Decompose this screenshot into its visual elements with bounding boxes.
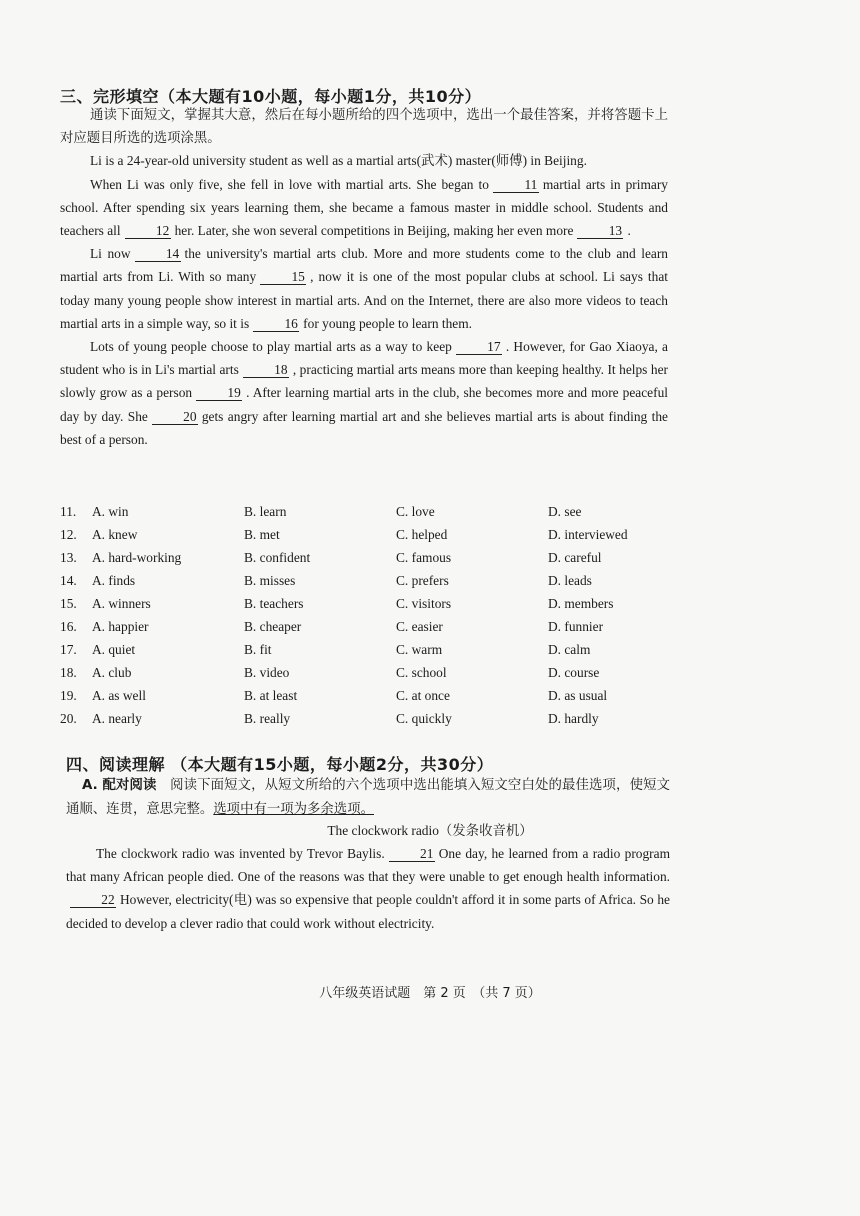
blank-11: 11	[493, 177, 539, 193]
question-number: 12.	[60, 526, 77, 542]
option-d: D. members	[548, 595, 614, 611]
option-d: D. see	[548, 503, 582, 519]
text: 阅读下面短文，从短文所给的六个选项中选出能填入短文空白处的最佳选项，使短文通顺、连贯，意思完整。	[66, 777, 670, 817]
question-number: 15.	[60, 595, 77, 611]
blank-14: 14	[135, 246, 181, 262]
option-b: B. fit	[244, 642, 272, 658]
text: , practicing martial arts means more than keeping healthy. It helps her slowly grow as a person	[60, 362, 668, 401]
option-row	[60, 500, 680, 523]
text: her. Later, she won several competitions in Beijing, making her even more	[174, 223, 574, 239]
option-c: C. school	[396, 665, 447, 681]
option-row	[60, 685, 680, 708]
blank-20: 20	[152, 409, 198, 425]
blank-22: 22	[70, 892, 116, 908]
question-number: 19.	[60, 688, 77, 704]
text: The clockwork radio was invented by Trevor Baylis.	[96, 846, 385, 861]
option-row	[60, 615, 680, 638]
section4-instruction	[66, 773, 670, 820]
option-d: D. as usual	[548, 688, 608, 704]
option-row	[60, 569, 680, 592]
option-b: B. confident	[244, 549, 311, 565]
option-d: D. careful	[548, 549, 602, 565]
option-a: A. happier	[92, 619, 149, 635]
option-a: A. nearly	[92, 711, 142, 727]
option-a: A. club	[92, 665, 132, 681]
text: martial arts in primary school. After spending six years learning them, she became a famous master in middle school. Students and teachers all	[60, 176, 668, 239]
blank-21: 21	[389, 846, 435, 862]
question-number: 16.	[60, 619, 77, 635]
question-number: 11.	[60, 503, 77, 519]
sub-label: A. 配对阅读	[82, 778, 157, 793]
question-number: 13.	[60, 549, 77, 565]
text: . After learning martial arts in the club, she becomes more and more peaceful day by day. She	[60, 385, 668, 424]
paragraph-2	[60, 173, 668, 243]
option-row	[60, 662, 680, 685]
question-number: 20.	[60, 711, 77, 727]
text: , now it is one of the most popular clubs at school. Li says that today many young people show interest in martial arts. And on the Internet, there are also more videos to teach martial arts in a simple way, so it is	[60, 269, 668, 331]
page-footer: 八年级英语试题 第 2 页 （共 7 页）	[319, 986, 541, 1001]
blank-15: 15	[260, 269, 306, 285]
option-c: C. prefers	[396, 572, 449, 588]
option-c: C. warm	[396, 642, 443, 658]
option-b: B. misses	[244, 572, 296, 588]
option-a: A. quiet	[92, 642, 136, 658]
option-a: A. knew	[92, 526, 138, 542]
blank-19: 19	[196, 385, 242, 401]
text: the university's martial arts club. More and more students come to the club and learn martial arts from Li. With so many	[60, 246, 669, 285]
passage-title: The clockwork radio（发条收音机）	[327, 823, 533, 838]
option-c: C. visitors	[396, 595, 452, 611]
option-b: B. met	[244, 526, 280, 542]
question-number: 18.	[60, 665, 77, 681]
text: .	[627, 223, 631, 239]
text: Li now	[90, 246, 131, 262]
option-d: D. interviewed	[548, 526, 628, 542]
option-a: A. finds	[92, 572, 136, 588]
option-d: D. hardly	[548, 711, 599, 727]
text: Lots of young people choose to play martial arts as a way to keep	[90, 339, 452, 355]
option-d: D. calm	[548, 642, 591, 658]
option-b: B. cheaper	[244, 619, 302, 635]
text: for young people to learn them.	[303, 315, 472, 331]
option-row	[60, 708, 680, 731]
option-row	[60, 546, 680, 569]
question-number: 14.	[60, 572, 77, 588]
option-d: D. course	[548, 665, 600, 681]
option-c: C. love	[396, 503, 435, 519]
option-c: C. quickly	[396, 711, 452, 727]
note: 选项中有一项为多余选项。	[213, 801, 374, 817]
text: gets angry after learning martial art and she believes martial arts is about finding the best of a person.	[60, 408, 668, 447]
option-c: C. helped	[396, 526, 448, 542]
option-d: D. funnier	[548, 619, 604, 635]
section3-body	[60, 103, 668, 451]
option-d: D. leads	[548, 572, 592, 588]
text: One day, he learned from a radio program that many African people died. One of the reasons was that they were unable to get enough health information.	[66, 846, 670, 885]
option-c: C. famous	[396, 549, 452, 565]
option-b: B. video	[244, 665, 290, 681]
text: However, electricity(电) was so expensive that people couldn't afford it in some parts of Africa. So he decided to develop a clever radio that could work without electricity.	[66, 892, 670, 931]
option-b: B. really	[244, 711, 291, 727]
matching-instruction	[66, 773, 670, 820]
blank-18: 18	[243, 362, 289, 378]
passage-paragraph	[66, 842, 670, 935]
option-b: B. teachers	[244, 595, 304, 611]
blank-13: 13	[577, 223, 623, 239]
blank-16: 16	[253, 316, 299, 332]
option-a: A. hard-working	[92, 549, 182, 565]
instruction: 通读下面短文，掌握其大意，然后在每小题所给的四个选项中，选出一个最佳答案，并将答题卡上对应题目所选的选项涂黑。	[60, 107, 668, 146]
option-a: A. as well	[92, 688, 146, 704]
option-a: A. winners	[92, 595, 151, 611]
option-row	[60, 592, 680, 615]
paragraph-3	[60, 242, 668, 335]
text: . However, for Gao Xiaoya, a student who is in Li's martial arts	[60, 339, 668, 378]
option-b: B. learn	[244, 503, 287, 519]
section4-title: 四、阅读理解 （本大题有15小题，每小题2分，共30分）	[66, 755, 494, 774]
text: When Li was only five, she fell in love with martial arts. She began to	[90, 176, 489, 192]
option-b: B. at least	[244, 688, 298, 704]
section3-title: 三、完形填空（本大题有10小题，每小题1分，共10分）	[60, 87, 482, 106]
option-c: C. easier	[396, 619, 443, 635]
option-row	[60, 523, 680, 546]
section4-passage	[66, 842, 670, 935]
option-row	[60, 639, 680, 662]
option-c: C. at once	[396, 688, 450, 704]
paragraph-4	[60, 335, 668, 451]
option-a: A. win	[92, 503, 129, 519]
blank-12: 12	[125, 223, 171, 239]
blank-17: 17	[456, 339, 502, 355]
paragraph-1: Li is a 24-year-old university student as well as a martial arts(武术) master(师傅) in Beijing.	[90, 153, 587, 169]
question-number: 17.	[60, 642, 77, 658]
options-table	[60, 500, 680, 731]
